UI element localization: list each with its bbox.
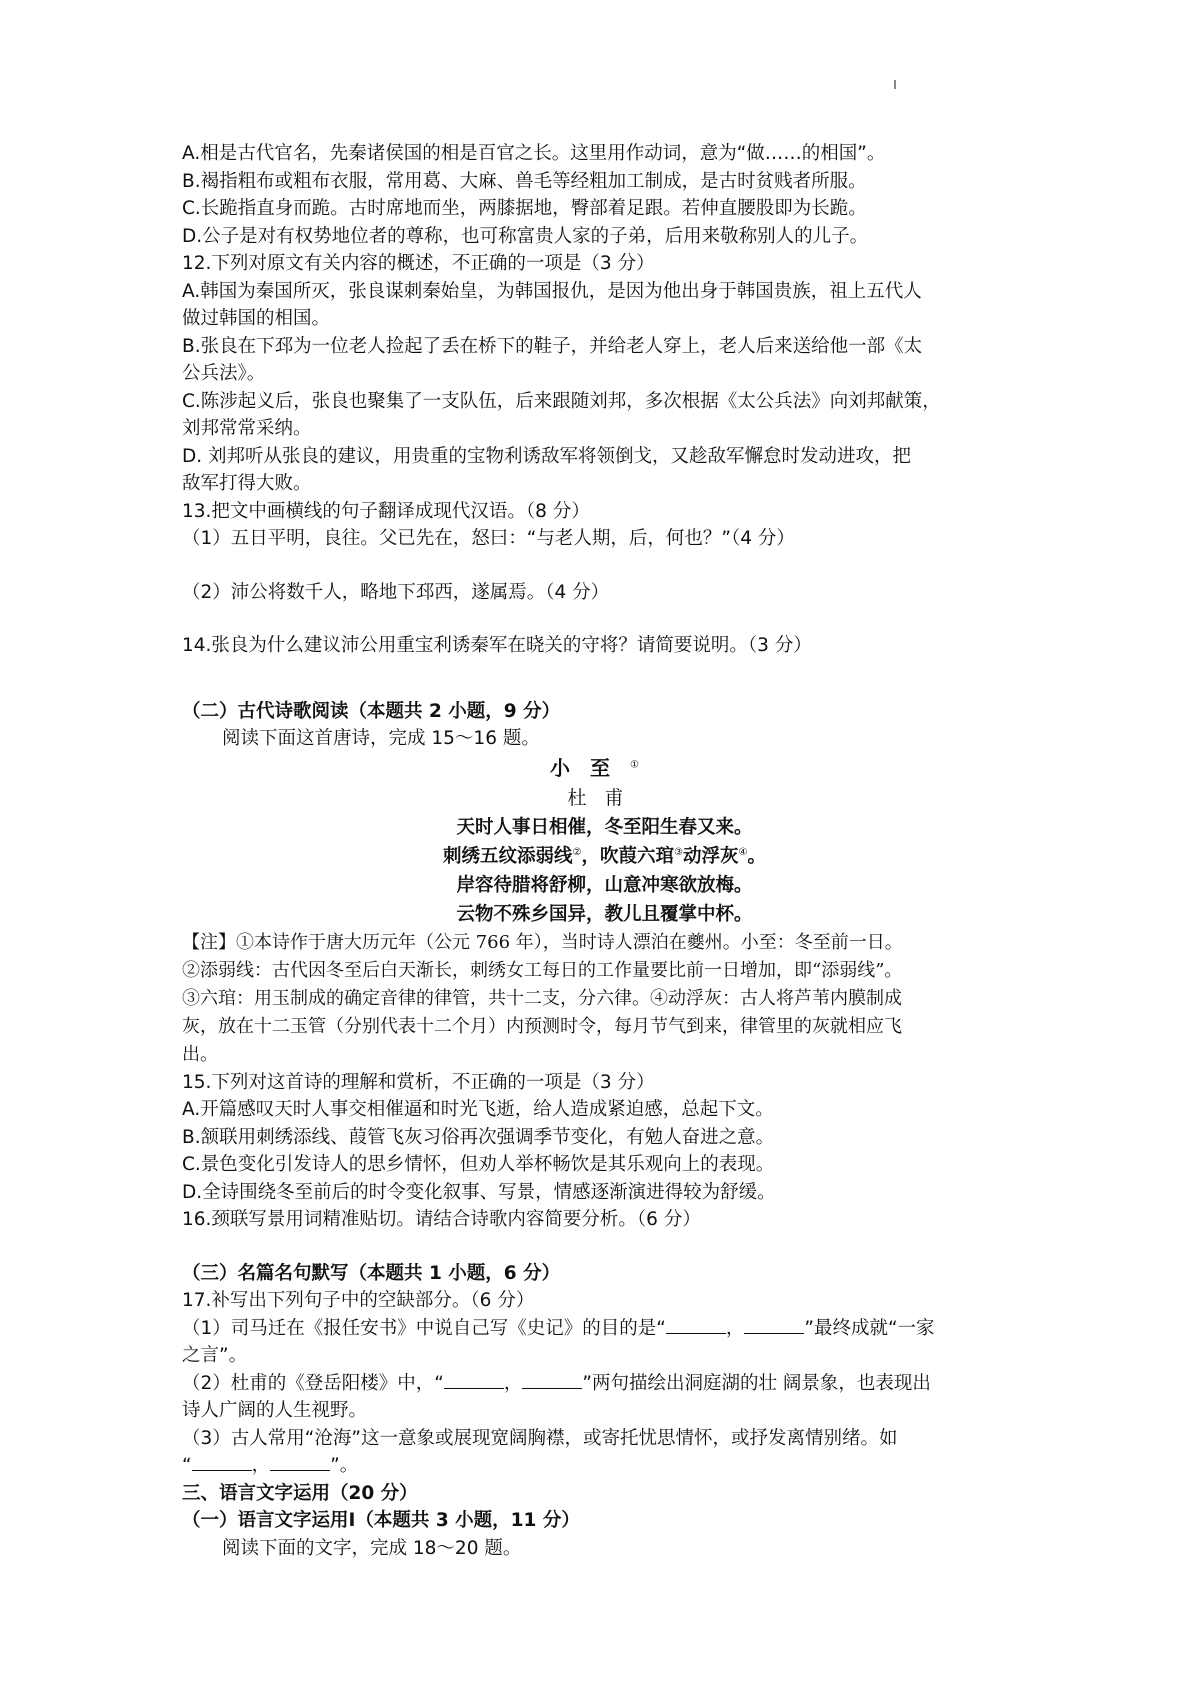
fill-blank[interactable] bbox=[522, 1388, 582, 1389]
q17-item-2-cont: 诗人广阔的人生视野。 bbox=[182, 1400, 368, 1421]
q15-stem: 15.下列对这首诗的理解和赏析，不正确的一项是（3 分） bbox=[182, 1071, 655, 1093]
q17-item-1-text: ”最终成就“一家 bbox=[804, 1317, 935, 1339]
q17-item-1-text: （1）司马迁在《报任安书》中说自己写《史记》的目的是“ bbox=[182, 1317, 666, 1339]
q13-stem: 13.把文中画横线的句子翻译成现代汉语。（8 分） bbox=[182, 500, 590, 522]
blank-separator: ， bbox=[503, 1372, 523, 1394]
q11-option-a: A.相是古代官名，先秦诸侯国的相是百官之长。这里用作动词，意为“做……的相国”。 bbox=[182, 143, 886, 164]
section-3-subheading: （一）语言文字运用Ⅰ（本题共 3 小题，11 分） bbox=[182, 1510, 580, 1531]
poem-line-2-part: 刺绣五纹添弱线 bbox=[443, 845, 573, 867]
q12-option-b: B.张良在下邳为一位老人捡起了丢在桥下的鞋子，并给老人穿上，老人后来送给他一部《太 bbox=[182, 335, 923, 357]
q15-option-c: C.景色变化引发诗人的思乡情怀，但劝人举杯畅饮是其乐观向上的表现。 bbox=[182, 1154, 775, 1175]
note-ref-4: ④ bbox=[738, 846, 748, 858]
section-dictation-heading: （三）名篇名句默写（本题共 1 小题，6 分） bbox=[182, 1262, 561, 1284]
poem-author: 杜甫 bbox=[567, 786, 642, 809]
section-poetry-heading: （二）古代诗歌阅读（本题共 2 小题，9 分） bbox=[182, 700, 561, 722]
note-ref-2: ② bbox=[572, 846, 582, 858]
fill-blank[interactable] bbox=[270, 1470, 330, 1471]
poem-note-line: ③六琯：用玉制成的确定音律的律管，共十二支，分六律。④动浮灰：古人将芦苇内膜制成 bbox=[182, 987, 902, 1009]
q13-sentence-1: （1）五日平明，良往。父已先在，怒曰：“与老人期，后，何也？”（4 分） bbox=[182, 528, 795, 549]
poem-line-2-part: ，吹葭六琯 bbox=[581, 845, 675, 867]
q12-option-b-cont: 公兵法》。 bbox=[182, 363, 266, 384]
q17-item-2 bbox=[182, 1370, 1027, 1398]
fill-blank[interactable] bbox=[192, 1470, 252, 1471]
scan-mark bbox=[894, 80, 896, 89]
q17-item-2-text: （2）杜甫的《登岳阳楼》中，“ bbox=[182, 1372, 444, 1394]
q17-item-1 bbox=[182, 1315, 1027, 1343]
q12-option-c: C.陈涉起义后，张良也聚集了一支队伍，后来跟随刘邦，多次根据《太公兵法》向刘邦献策， bbox=[182, 390, 941, 412]
poem bbox=[182, 753, 1027, 929]
answer-space bbox=[182, 553, 1027, 579]
poem-line-2 bbox=[182, 842, 1027, 871]
q13-sentence-2: （2）沛公将数千人，略地下邳西，遂属焉。（4 分） bbox=[182, 581, 610, 603]
q17-item-3-cont bbox=[182, 1452, 1027, 1480]
q16-stem: 16.颈联写景用词精准贴切。请结合诗歌内容简要分析。（6 分） bbox=[182, 1209, 701, 1230]
fill-blank[interactable] bbox=[744, 1333, 804, 1334]
answer-space bbox=[182, 660, 1027, 698]
q12-option-c-cont: 刘邦常常采纳。 bbox=[182, 418, 312, 439]
q17-item-3-text: ”。 bbox=[330, 1455, 359, 1476]
q17-item-3: （3）古人常用“沧海”这一意象或展现宽阔胸襟，或寄托忧思情怀，或抒发离情别绪。如 bbox=[182, 1427, 898, 1449]
q15-option-a: A.开篇感叹天时人事交相催逼和时光飞逝，给人造成紧迫感，总起下文。 bbox=[182, 1099, 774, 1120]
q12-stem: 12.下列对原文有关内容的概述，不正确的一项是（3 分） bbox=[182, 253, 655, 274]
poem-line-1: 天时人事日相催，冬至阳生春又来。 bbox=[456, 816, 753, 838]
poem-notes bbox=[182, 929, 1027, 1069]
poem-line-2-part: 。 bbox=[747, 845, 766, 867]
q12-option-a-cont: 做过韩国的相国。 bbox=[182, 308, 331, 329]
q11-option-d: D.公子是对有权势地位者的尊称，也可称富贵人家的子弟，后用来敬称别人的儿子。 bbox=[182, 225, 869, 247]
exam-content bbox=[182, 140, 1027, 1562]
q15-option-b: B.颔联用刺绣添线、葭管飞灰习俗再次强调季节变化，有勉人奋进之意。 bbox=[182, 1126, 775, 1148]
answer-space bbox=[182, 606, 1027, 632]
poem-title bbox=[182, 753, 1027, 783]
section-3-heading: 三、语言文字运用（20 分） bbox=[182, 1482, 418, 1504]
q17-item-3-text: “ bbox=[182, 1455, 192, 1476]
q17-item-2-text: ”两句描绘出洞庭湖的壮 阔景象，也表现出 bbox=[582, 1372, 931, 1394]
poem-note-line: 灰，放在十二玉管（分别代表十二个月）内预测时令，每月节气到来，律管里的灰就相应飞 bbox=[182, 1015, 902, 1037]
fill-blank[interactable] bbox=[444, 1388, 504, 1389]
q17-stem: 17.补写出下列句子中的空缺部分。（6 分） bbox=[182, 1290, 535, 1311]
q11-option-b: B.褐指粗布或粗布衣服，常用葛、大麻、兽毛等经粗加工制成，是古时贫贱者所服。 bbox=[182, 170, 867, 192]
poem-title-note-ref: ① bbox=[630, 758, 659, 770]
blank-separator: ， bbox=[725, 1317, 745, 1339]
poem-line-3: 岸容待腊将舒柳，山意冲寒欲放梅。 bbox=[456, 874, 753, 896]
q12-option-d-cont: 敌军打得大败。 bbox=[182, 473, 312, 494]
poem-note-line: ②添弱线：古代因冬至后白天渐长，刺绣女工每日的工作量要比前一日增加，即“添弱线”。 bbox=[182, 959, 903, 981]
q14-stem: 14.张良为什么建议沛公用重宝利诱秦军在晓关的守将？请简要说明。（3 分） bbox=[182, 635, 812, 656]
poem-line-2-part: 动浮灰 bbox=[682, 845, 739, 867]
answer-space bbox=[182, 1234, 1027, 1260]
blank-separator: ， bbox=[251, 1455, 271, 1476]
poem-title-text: 小至 bbox=[550, 755, 631, 780]
poem-note-line: 出。 bbox=[182, 1043, 218, 1065]
q15-option-d: D.全诗围绕冬至前后的时令变化叙事、写景，情感逐渐演进得较为舒缓。 bbox=[182, 1181, 776, 1203]
section-3-intro: 阅读下面的文字，完成 18～20 题。 bbox=[222, 1537, 522, 1559]
q17-item-1-cont: 之言”。 bbox=[182, 1345, 248, 1366]
poem-note-line: 【注】①本诗作于唐大历元年（公元 766 年），当时诗人漂泊在夔州。小至：冬至前一日。 bbox=[182, 931, 903, 953]
q12-option-a: A.韩国为秦国所灭，张良谋刺秦始皇，为韩国报仇，是因为他出身于韩国贵族，祖上五代人 bbox=[182, 280, 922, 302]
section-poetry-intro: 阅读下面这首唐诗，完成 15～16 题。 bbox=[222, 728, 540, 749]
poem-line-4: 云物不殊乡国异，教儿且覆掌中杯。 bbox=[456, 903, 753, 925]
fill-blank[interactable] bbox=[666, 1333, 726, 1334]
q11-option-c: C.长跪指直身而跪。古时席地而坐，两膝据地，臀部着足跟。若伸直腰股即为长跪。 bbox=[182, 198, 867, 219]
q12-option-d: D. 刘邦听从张良的建议，用贵重的宝物利诱敌军将领倒戈，又趁敌军懈怠时发动进攻，把 bbox=[182, 445, 912, 467]
note-ref-3: ③ bbox=[674, 846, 683, 858]
